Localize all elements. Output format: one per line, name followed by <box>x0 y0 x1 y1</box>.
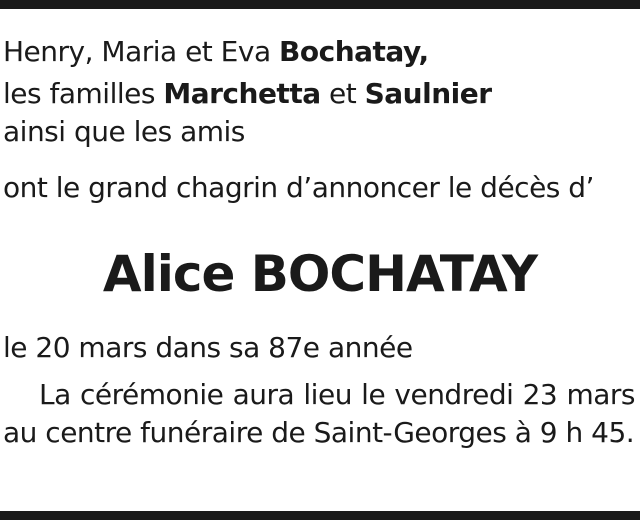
family-line-2 <box>3 76 633 112</box>
family-line-1 <box>3 34 633 70</box>
ceremony-text: La cérémonie aura lieu le vendredi 23 mars au centre funéraire de Saint-Georges à 9 h 45. <box>3 378 635 449</box>
family-name-saulnier: Saulnier <box>364 77 492 110</box>
family-line-3: ainsi que les amis <box>3 115 245 148</box>
deceased-name: Alice BOCHATAY <box>102 245 538 303</box>
families-prefix: les familles <box>3 77 164 110</box>
family-surname: Bochatay, <box>279 35 429 68</box>
top-border-rule <box>0 0 640 9</box>
announcement-text: ont le grand chagrin d’annoncer le décès d’ <box>3 171 594 204</box>
family-name-marchetta: Marchetta <box>163 77 321 110</box>
date-age-line: le 20 mars dans sa 87e année <box>3 331 413 364</box>
families-conjunction: et <box>320 77 365 110</box>
family-names-text: Henry, Maria et Eva <box>3 35 280 68</box>
bottom-border-rule <box>0 511 640 520</box>
